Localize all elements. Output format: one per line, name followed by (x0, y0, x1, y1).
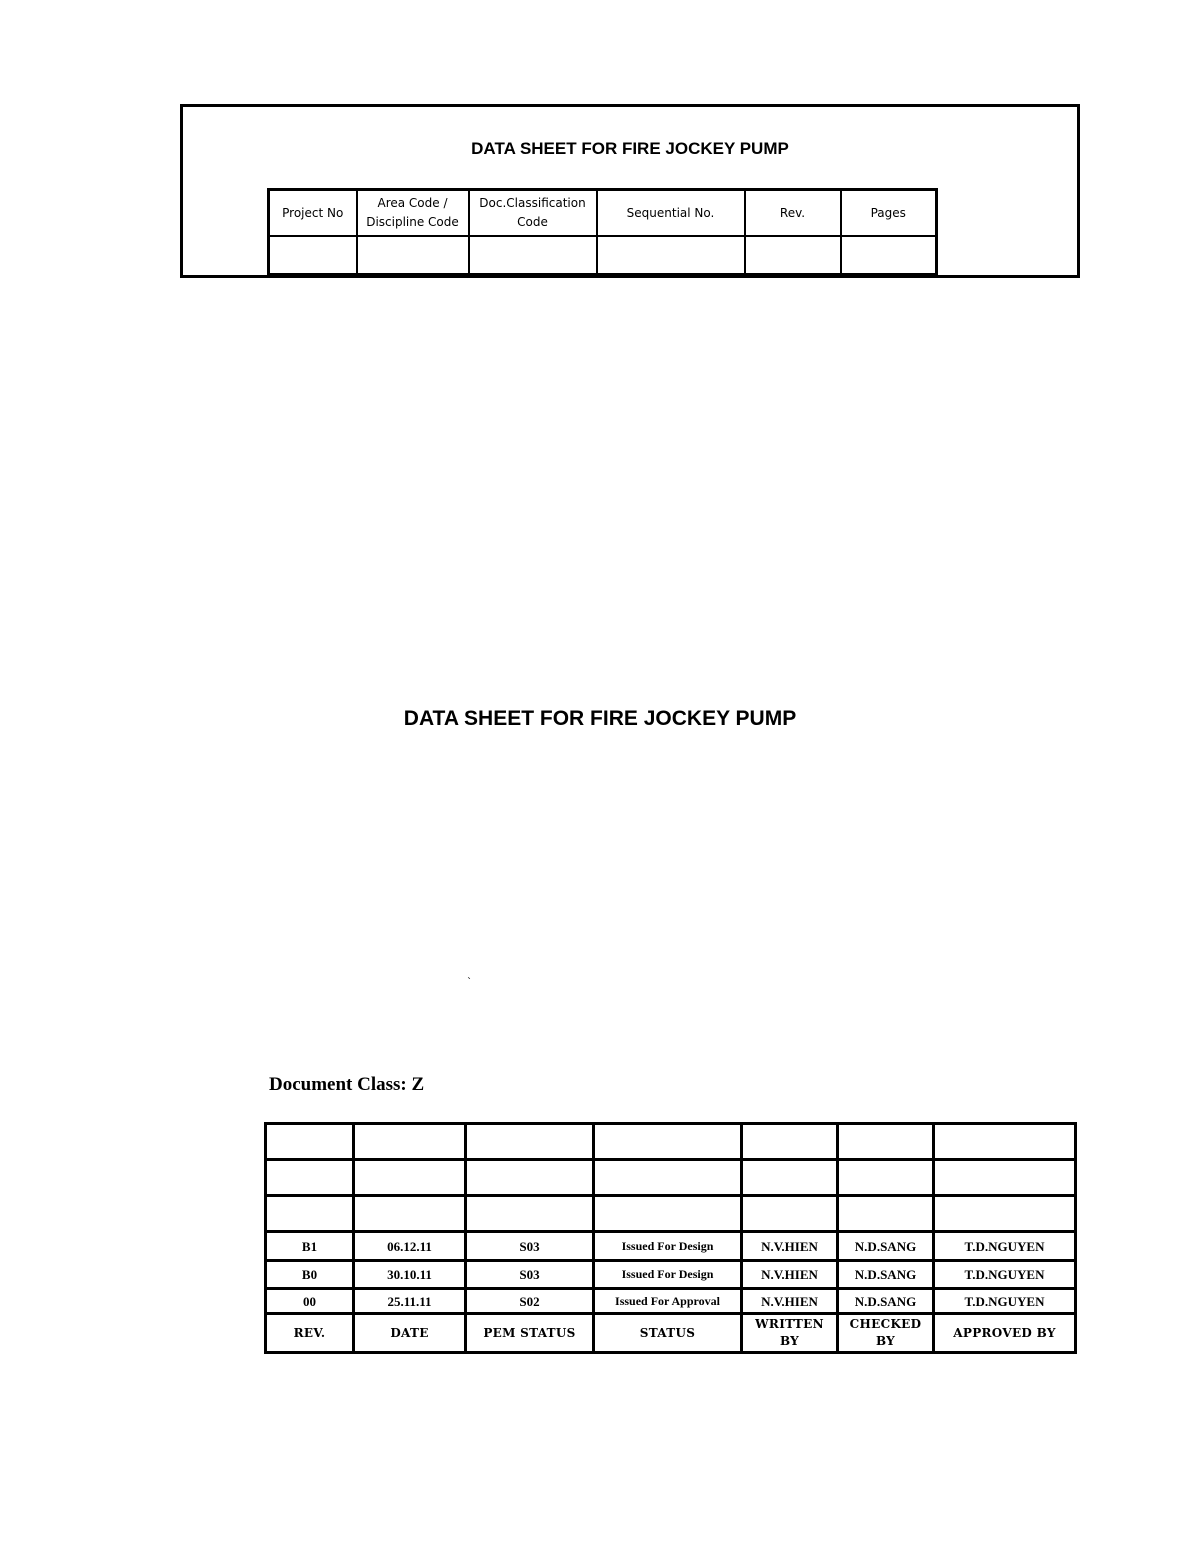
checked-by-cell: N.D.SANG (838, 1289, 934, 1314)
code-table-value-row (269, 236, 937, 274)
status-cell: Issued For Design (594, 1261, 742, 1289)
stray-mark: ` (467, 977, 472, 988)
status-cell: Issued For Design (594, 1232, 742, 1261)
written-by-cell: N.V.HIEN (742, 1232, 838, 1261)
value-rev (745, 236, 841, 274)
written-by-cell: N.V.HIEN (742, 1261, 838, 1289)
status-cell: Issued For Approval (594, 1289, 742, 1314)
document-class-label: Document Class: Z (269, 1074, 425, 1095)
column-status: STATUS (594, 1314, 742, 1353)
column-doc-classification-code: Doc.Classification Code (469, 190, 597, 237)
rev-cell: B0 (266, 1261, 354, 1289)
table-row (266, 1232, 1076, 1261)
table-cell (466, 1160, 594, 1196)
column-project-no: Project No (269, 190, 357, 237)
rev-cell: 00 (266, 1289, 354, 1314)
table-cell (838, 1196, 934, 1232)
approved-by-cell: T.D.NGUYEN (934, 1261, 1076, 1289)
value-sequential-no (597, 236, 745, 274)
column-approved-by: APPROVED BY (934, 1314, 1076, 1353)
document-code-table (267, 188, 938, 275)
code-table-header-row (269, 190, 937, 237)
table-cell (838, 1124, 934, 1160)
column-checked-by: CHECKED BY (838, 1314, 934, 1353)
page-title: DATA SHEET FOR FIRE JOCKEY PUMP (403, 707, 797, 730)
table-row-empty (266, 1196, 1076, 1232)
column-pages: Pages (841, 190, 937, 237)
approved-by-cell: T.D.NGUYEN (934, 1289, 1076, 1314)
table-cell (594, 1124, 742, 1160)
revision-table (264, 1122, 1077, 1354)
table-cell (354, 1196, 466, 1232)
table-row-empty (266, 1124, 1076, 1160)
column-written-by: WRITTEN BY (742, 1314, 838, 1353)
written-by-cell: N.V.HIEN (742, 1289, 838, 1314)
column-rev: REV. (266, 1314, 354, 1353)
column-area-discipline-code: Area Code / Discipline Code (357, 190, 469, 237)
rev-cell: B1 (266, 1232, 354, 1261)
table-cell (266, 1124, 354, 1160)
value-area-discipline-code (357, 236, 469, 274)
table-cell (934, 1160, 1076, 1196)
table-cell (742, 1160, 838, 1196)
column-pem-status: PEM STATUS (466, 1314, 594, 1353)
table-cell (354, 1160, 466, 1196)
table-row-empty (266, 1160, 1076, 1196)
header-title: DATA SHEET FOR FIRE JOCKEY PUMP (471, 139, 789, 158)
table-cell (838, 1160, 934, 1196)
checked-by-cell: N.D.SANG (838, 1232, 934, 1261)
date-cell: 25.11.11 (354, 1289, 466, 1314)
table-row (266, 1261, 1076, 1289)
table-cell (934, 1196, 1076, 1232)
table-row (266, 1289, 1076, 1314)
date-cell: 06.12.11 (354, 1232, 466, 1261)
column-date: DATE (354, 1314, 466, 1353)
value-project-no (269, 236, 357, 274)
column-sequential-no: Sequential No. (597, 190, 745, 237)
pem-status-cell: S03 (466, 1261, 594, 1289)
table-cell (594, 1196, 742, 1232)
header-block (180, 104, 1080, 278)
checked-by-cell: N.D.SANG (838, 1261, 934, 1289)
table-cell (594, 1160, 742, 1196)
pem-status-cell: S03 (466, 1232, 594, 1261)
table-cell (742, 1196, 838, 1232)
table-cell (266, 1196, 354, 1232)
date-cell: 30.10.11 (354, 1261, 466, 1289)
value-pages (841, 236, 937, 274)
value-doc-classification-code (469, 236, 597, 274)
table-cell (266, 1160, 354, 1196)
table-cell (742, 1124, 838, 1160)
table-cell (354, 1124, 466, 1160)
table-cell (466, 1124, 594, 1160)
table-cell (934, 1124, 1076, 1160)
pem-status-cell: S02 (466, 1289, 594, 1314)
column-rev: Rev. (745, 190, 841, 237)
revision-table-header-row (266, 1314, 1076, 1353)
table-cell (466, 1196, 594, 1232)
approved-by-cell: T.D.NGUYEN (934, 1232, 1076, 1261)
